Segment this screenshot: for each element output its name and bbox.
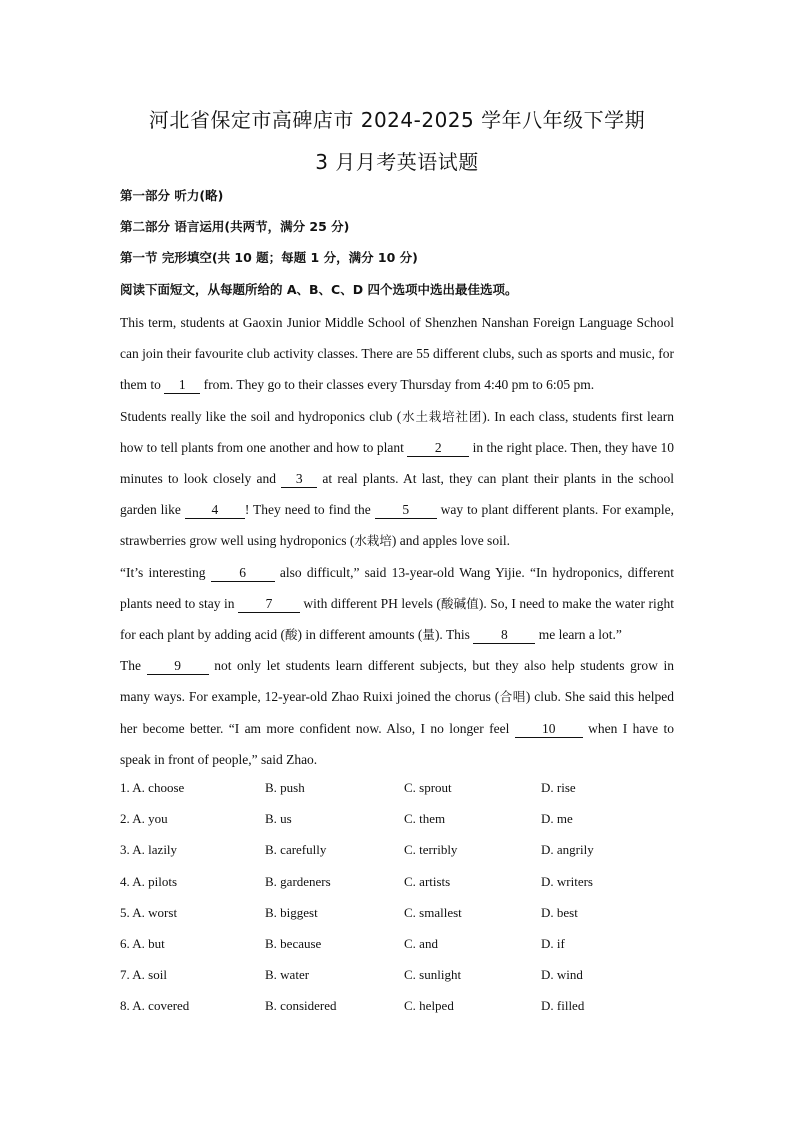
option-c: C. sunlight bbox=[404, 967, 462, 983]
option-row-5 bbox=[120, 900, 680, 931]
option-d: D. wind bbox=[541, 967, 583, 983]
blank-10: 10 bbox=[515, 721, 583, 738]
option-b: B. push bbox=[265, 780, 305, 795]
option-b: B. gardeners bbox=[265, 873, 331, 889]
text: This term, students at Gaoxin Junior Middle School of Shenzhen Nanshan Foreign Language School can join their favourite club activity classes. There are 55 different clubs, such as sports and music, for them to bbox=[120, 315, 674, 393]
option-d: D. writers bbox=[541, 873, 593, 889]
option-row-1 bbox=[120, 775, 680, 806]
option-b: B. water bbox=[265, 967, 310, 983]
option-row-3 bbox=[120, 837, 680, 868]
chinese-gloss: 水栽培 bbox=[354, 533, 392, 549]
section1-heading: 第一节 完形填空(共 10 题；每题 1 分，满分 10 分) bbox=[120, 250, 418, 265]
text: ) and apples love soil. bbox=[391, 533, 510, 549]
blank-8: 8 bbox=[473, 627, 535, 644]
option-row-7 bbox=[120, 962, 680, 993]
text: Students really like the soil and hydroponics club ( bbox=[120, 408, 402, 424]
option-c: C. and bbox=[404, 935, 438, 951]
option-c: C. them bbox=[404, 811, 446, 827]
part1-heading: 第一部分 听力(略) bbox=[120, 188, 224, 203]
option-d: D. if bbox=[541, 935, 565, 951]
text: also difficult,” said 13-year-old Wang Yijie. “In hydroponics, different plants need to stay in bbox=[120, 564, 674, 611]
option-a: 4. A. pilots bbox=[120, 873, 178, 889]
paragraph-2 bbox=[120, 401, 674, 557]
blank-6: 6 bbox=[211, 565, 275, 582]
option-a: 6. A. but bbox=[120, 935, 165, 951]
chinese-gloss: 水土栽培社团 bbox=[401, 408, 483, 424]
option-c: C. smallest bbox=[404, 904, 462, 920]
text: ! They need to find the bbox=[244, 502, 375, 518]
option-c: C. terribly bbox=[404, 842, 458, 858]
blank-9: 9 bbox=[147, 658, 209, 675]
exam-title-line1: 河北省保定市高碑店市 2024-2025 学年八年级下学期 bbox=[148, 108, 646, 132]
text: way to plant different plants. For example, strawberries grow well using hydroponics ( bbox=[120, 502, 674, 549]
option-c: C. sprout bbox=[404, 780, 452, 795]
option-a: 1. A. choose bbox=[120, 780, 185, 795]
option-c: C. helped bbox=[404, 998, 454, 1014]
text: ) club. She said this helped her become better. “I am more confident now. Also, I no longer feel bbox=[120, 689, 674, 736]
chinese-gloss: 酸碱值 bbox=[440, 595, 479, 611]
text: ). This bbox=[434, 627, 474, 643]
option-b: B. biggest bbox=[265, 904, 318, 920]
text: from. They go to their classes every Thursday from 4:40 pm to 6:05 pm. bbox=[200, 377, 595, 393]
option-row-4 bbox=[120, 869, 680, 900]
option-b: B. because bbox=[265, 935, 322, 951]
option-row-6 bbox=[120, 931, 680, 962]
text: ) in different amounts ( bbox=[297, 627, 423, 643]
text: when I have to speak in front of people,” said Zhao. bbox=[120, 720, 674, 767]
text: ). So, I need to make the water right for each plant by adding acid ( bbox=[120, 595, 674, 643]
option-d: D. best bbox=[541, 904, 578, 920]
option-d: D. angrily bbox=[541, 842, 594, 858]
text: with different PH levels ( bbox=[299, 595, 441, 611]
instruction-text: 阅读下面短文，从每题所给的 A、B、C、D 四个选项中选出最佳选项。 bbox=[120, 282, 518, 297]
option-b: B. considered bbox=[265, 998, 337, 1014]
option-d: D. me bbox=[541, 811, 573, 827]
text: me learn a lot.” bbox=[535, 627, 622, 643]
chinese-gloss: 量 bbox=[422, 627, 435, 643]
text: “It’s interesting bbox=[120, 564, 211, 580]
cloze-passage bbox=[120, 307, 674, 775]
chinese-gloss: 酸 bbox=[284, 627, 298, 643]
option-a: 8. A. covered bbox=[120, 998, 190, 1014]
option-a: 5. A. worst bbox=[120, 904, 178, 920]
option-a: 7. A. soil bbox=[120, 967, 167, 983]
option-b: B. us bbox=[265, 811, 292, 827]
option-d: D. rise bbox=[541, 780, 576, 795]
exam-title-line2: 3 月月考英语试题 bbox=[315, 150, 479, 174]
blank-2: 2 bbox=[407, 440, 469, 457]
option-d: D. filled bbox=[541, 998, 585, 1014]
blank-4: 4 bbox=[185, 502, 245, 519]
text: ). In each class, students first learn how to tell plants from one another and how to plant bbox=[120, 408, 674, 455]
option-b: B. carefully bbox=[265, 842, 327, 858]
paragraph-4 bbox=[120, 650, 674, 775]
option-row-2 bbox=[120, 806, 680, 837]
chinese-gloss: 合唱 bbox=[499, 689, 526, 705]
blank-7: 7 bbox=[238, 596, 300, 613]
text: The bbox=[120, 658, 147, 674]
paragraph-1 bbox=[120, 307, 674, 401]
part2-heading: 第二部分 语言运用(共两节，满分 25 分) bbox=[120, 219, 350, 234]
option-c: C. artists bbox=[404, 873, 451, 889]
option-row-8 bbox=[120, 993, 680, 1024]
blank-5: 5 bbox=[375, 502, 437, 519]
text: in the right place. Then, they have 10 minutes to look closely and bbox=[120, 439, 674, 487]
blank-3: 3 bbox=[281, 471, 317, 488]
answer-options bbox=[120, 775, 680, 1025]
option-a: 2. A. you bbox=[120, 811, 168, 827]
paragraph-3 bbox=[120, 557, 674, 651]
text: at real plants. At last, they can plant their plants in the school garden like bbox=[120, 471, 674, 518]
blank-1: 1 bbox=[164, 377, 200, 394]
option-a: 3. A. lazily bbox=[120, 842, 178, 858]
text: not only let students learn different subjects, but they also help students grow in many ways. For example, 12-year-old Zhao Ruixi joined the chorus ( bbox=[120, 658, 674, 705]
